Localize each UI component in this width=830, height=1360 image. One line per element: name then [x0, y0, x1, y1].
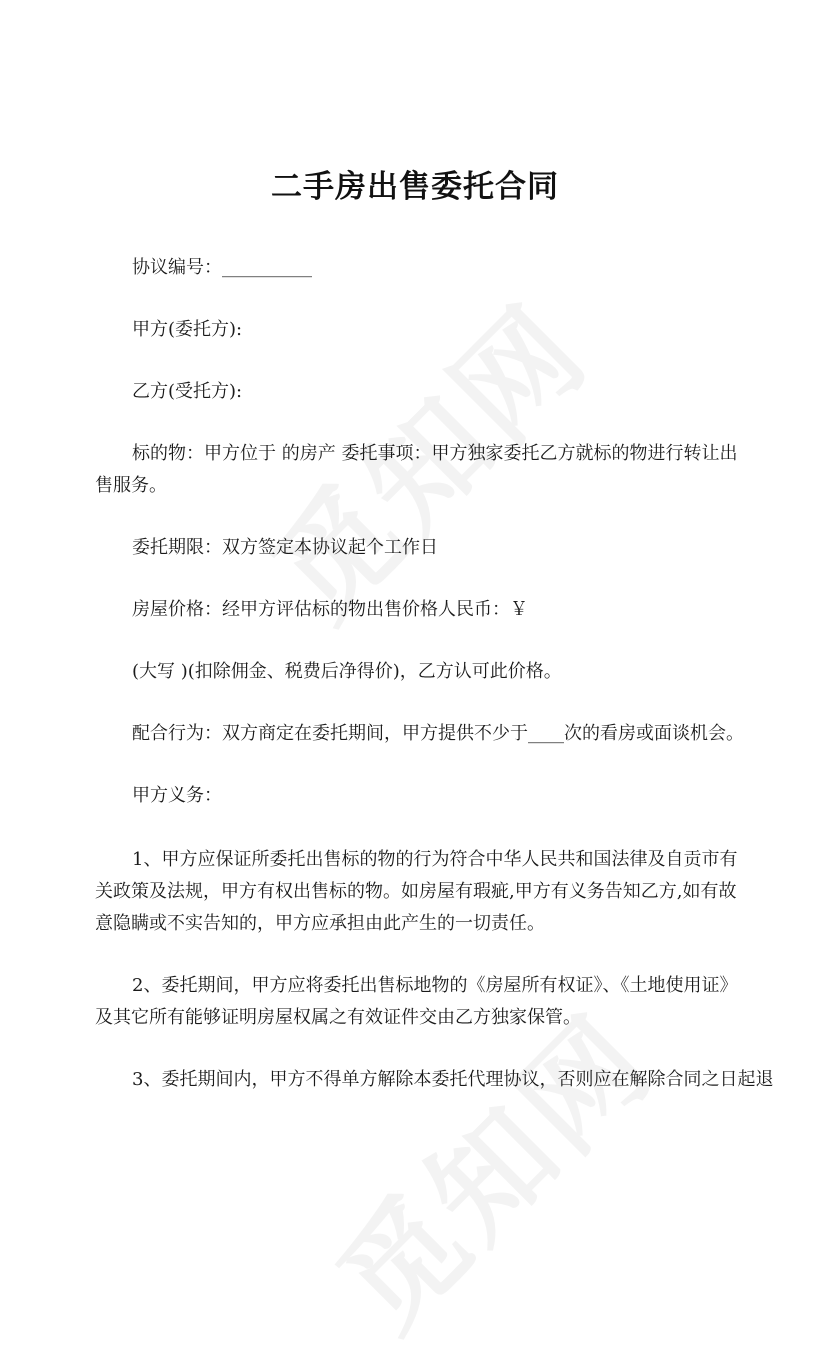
obligation-item-2: 2、委托期间，甲方应将委托出售标地物的《房屋所有权证》、《土地使用证》及其它所有能够证明房屋权属之有效证件交由乙方独家保管。 [95, 975, 738, 1028]
subject-matter: 标的物：甲方位于 的房产 委托事项：甲方独家委托乙方就标的物进行转让出售服务。 [95, 443, 738, 496]
party-a: 甲方(委托方): [132, 319, 243, 340]
document-title: 二手房出售委托合同 [271, 168, 559, 205]
entrustment-period: 委托期限：双方签定本协议起个工作日 [132, 537, 438, 558]
obligation-item-1: 1、甲方应保证所委托出售标的物的行为符合中华人民共和国法律及自贡市有关政策及法规，甲方有权出售标的物。如房屋有瑕疵,甲方有义务告知乙方,如有故意隐瞒或不实告知的，甲方应承担由此产生的一切责任。 [95, 849, 738, 934]
house-price: 房屋价格：经甲方评估标的物出售价格人民币：￥ [132, 599, 528, 620]
agreement-number: 协议编号：__________ [132, 257, 312, 278]
party-b: 乙方(受托方): [132, 381, 243, 402]
cooperation-behavior: 配合行为：双方商定在委托期间，甲方提供不少于____次的看房或面谈机会。 [132, 723, 744, 744]
price-in-words: (大写 )(扣除佣金、税费后净得价)，乙方认可此价格。 [132, 661, 562, 682]
party-a-obligations-heading: 甲方义务： [132, 785, 222, 806]
obligation-item-3: 3、委托期间内，甲方不得单方解除本委托代理协议，否则应在解除合同之日起退 [132, 1069, 774, 1090]
